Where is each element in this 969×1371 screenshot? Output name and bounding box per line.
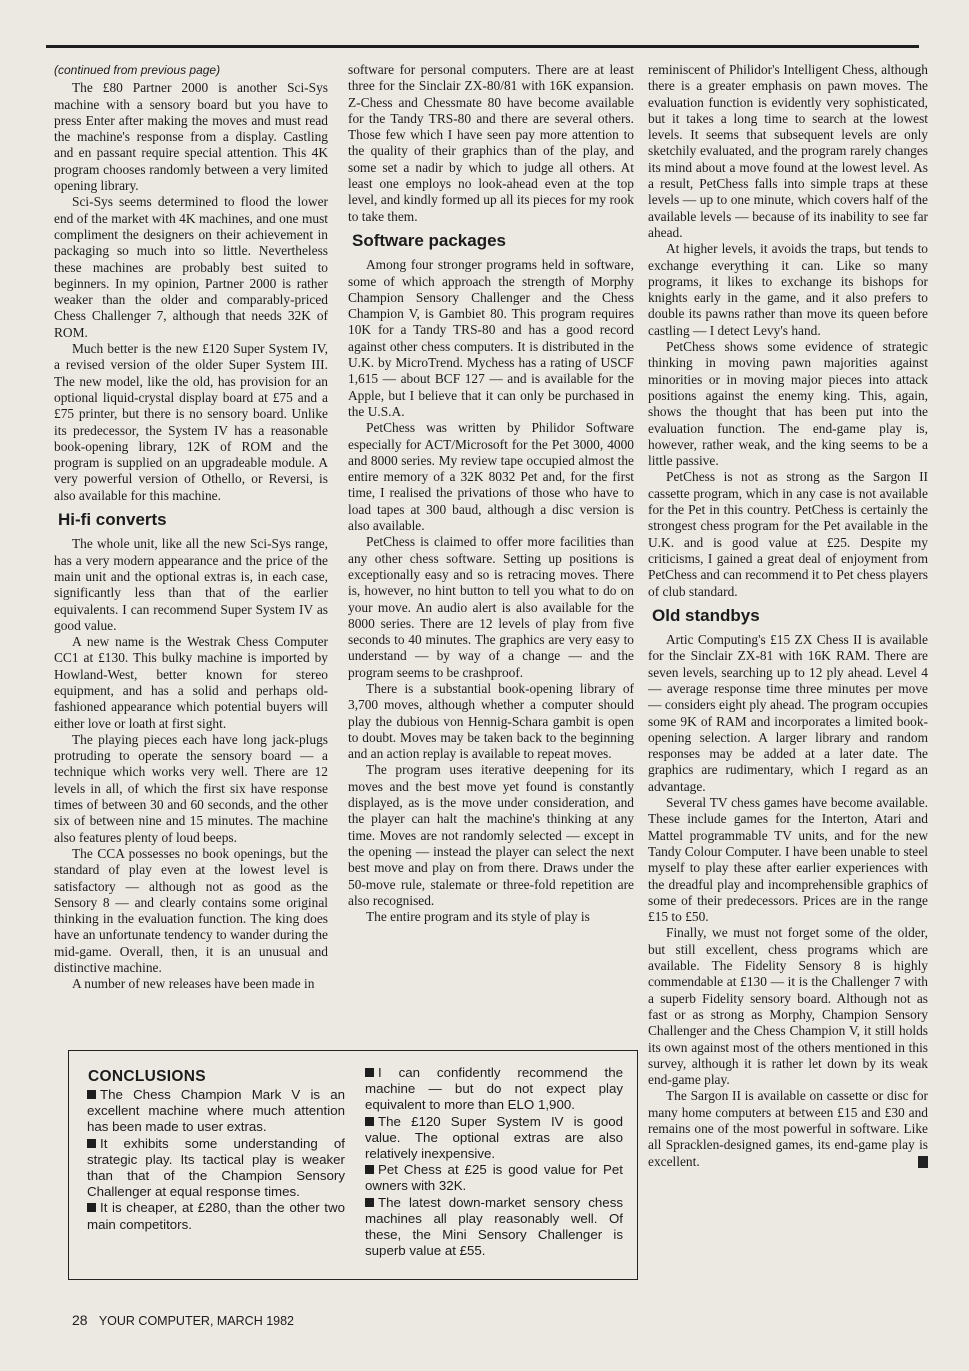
paragraph: A new name is the Westrak Chess Computer CC1 at £130. This bulky machine is imported by Howland-West, better known for stereo equipment, and has a solid and perhaps old-fashioned appearance which potential buyers will either love or loath at first sight. [54, 634, 328, 731]
paragraph: A number of new releases have been made in [72, 976, 315, 992]
conclusions-title: CONCLUSIONS [88, 1068, 206, 1085]
top-rule [46, 45, 919, 48]
continued-note: (continued from previous page) [54, 63, 221, 77]
section-heading-software: Software packages [352, 230, 507, 250]
conclusions-right [365, 1065, 623, 1259]
paragraph-text: The Sargon II is available on cassette or disc for many home computers at between £15 and £30 and remains one of the most powerful in software. Like all Spracklen-designed games, its end-game play is excellent. [648, 1088, 928, 1169]
paragraph: The CCA possesses no book openings, but the standard of play even at the lowest level is satisfactory — although not as good as the Sensory 8 — and clearly contains some original thinking in the evaluation function. The king does have an unfortunate tendency to wander during the mid-game. Overall, then, it is an unusual and distinctive machine. [54, 845, 328, 976]
paragraph: The program uses iterative deepening for its moves and the best move yet found is constantly displayed, as is the move under consideration, and the player can halt the machine's thinking at any time. Moves are not randomly selected — except in the opening — instead the player can select the next best move and play on from there. Draws under the 50-move rule, stalemate or three-fold repetition are also recognised. [348, 762, 634, 908]
bullet-square-icon [365, 1117, 374, 1126]
paragraph: Much better is the new £120 Super System IV, a revised version of the older Super System III. The new model, like the old, has provision for an optional liquid-crystal display board at £75 and a £75 printer, but there is no sensory board. Unlike its predecessor, the System IV has a reasonable book-opening library, 12K of ROM and the program is supplied on an upgradeable module. A very powerful version of Othello, or Reversi, is also available for this machine. [54, 341, 328, 503]
paragraph: Finally, we must not forget some of the older, but still excellent, chess programs which are available. The Fidelity Sensory 8 is highly commendable at £130 — it is the Challenger 7 with a superb Fidelity sensory board. Although not as fast or as strong as Morphy, Champion Sensory Challenger and the Chess Champion V, it still holds its own against most of the others mentioned in this survey, although it is rather let down by its weak end-game play. [648, 925, 928, 1088]
paragraph: reminiscent of Philidor's Intelligent Chess, although there is a greater emphasis on pawn moves. The evaluation function is evidently very sophisticated, but it takes a long time to search at the lowest levels. It seems that subsequent levels are only sketchily evaluated, and the program rarely changes its mind about a move found at the lowest level. As a result, PetChess falls into simple traps at these levels — up to one minute, which covers half of the available levels — because of its inability to see far ahead. [648, 62, 928, 240]
conclusion-text: The Chess Champion Mark V is an excellent machine where much attention has been made to user extras. [87, 1087, 345, 1135]
conclusion-item [87, 1136, 345, 1201]
conclusion-text: Pet Chess at £25 is good value for Pet owners with 32K. [365, 1162, 623, 1194]
end-mark-icon [918, 1156, 928, 1168]
column-2 [348, 62, 634, 925]
bullet-square-icon [365, 1198, 374, 1207]
page-number: 28 [72, 1312, 88, 1328]
section-heading-standbys: Old standbys [652, 605, 760, 625]
column-3 [648, 62, 928, 1170]
paragraph: PetChess is not as strong as the Sargon II cassette program, which in any case is not available for the Pet in this country. PetChess is certainly the strongest chess program for the Pet available in the U.K. and is good value at £25. Despite my criticisms, I gained a great deal of enjoyment from PetChess and can recommend it to Pet chess players of club standard. [648, 469, 928, 599]
paragraph: There is a substantial book-opening library of 3,700 moves, although whether a computer should play the dubious von Hennig-Schara gambit is open to doubt. Moves may be taken back to the beginning and an action replay is available to repeat moves. [348, 680, 634, 762]
conclusion-item [365, 1195, 623, 1260]
paragraph: Among four stronger programs held in software, some of which approach the strength of Morphy Champion Sensory Challenger and the Chess Champion V, is Gambiet 80. This program requires 10K for a Tandy TRS-80 and has a good record against other chess computers. It is distributed in the U.K. by MicroTrend. Mychess has a rating of USCF 1,615 — about BCF 127 — and is available for the Apple, but I believe that it can only be purchased in the U.S.A. [348, 257, 634, 419]
paragraph: The entire program and its style of play is [366, 909, 590, 925]
conclusion-text: I can confidently recommend the machine — but do not expect play equivalent to more than ELO 1,900. [365, 1065, 623, 1113]
conclusion-text: It is cheaper, at £280, than the other two main competitors. [87, 1200, 345, 1232]
paragraph [648, 1088, 928, 1169]
paragraph: PetChess was written by Philidor Software especially for ACT/Microsoft for the Pet 3000, 4000 and 8000 series. My review tape occupied almost the entire memory of a 32K 8032 Pet and, for the first time, I realised the privations of those who have to load tapes at 300 baud, although a disc version is also available. [348, 420, 634, 534]
bullet-square-icon [365, 1165, 374, 1174]
page-footer [72, 1312, 294, 1328]
paragraph: The whole unit, like all the new Sci-Sys range, has a very modern appearance and the price of the main unit and the optional extras is, in each case, significantly less than that of the earlier equivalents. I can recommend Super System IV as good value. [54, 536, 328, 633]
paragraph: Several TV chess games have become available. These include games for the Interton, Atari and Mattel programmable TV units, and for the new Tandy Colour Computer. I have been unable to steel myself to play these after earlier experiences with the dreadful play and incomprehensible graphics of some of their predecessors. Prices are in the range £15 to £50. [648, 795, 928, 925]
conclusion-item [365, 1065, 623, 1114]
conclusion-text: The £120 Super System IV is good value. The optional extras are also relatively inexpensive. [365, 1113, 623, 1162]
paragraph: software for personal computers. There are at least three for the Sinclair ZX-80/81 with 16K expansion. Z-Chess and Chessmate 80 have become available for the Tandy TRS-80 and there are several others. Those few which I have seen pay more attention to the quality of their graphics than of the play, and some set a nadir by which to judge all others. At least one employs no look-ahead even at the top level, and kindly formed up all its pieces for my rook to take them. [348, 62, 634, 224]
paragraph: PetChess shows some evidence of strategic thinking in moving pawn majorities against minorities or in moving major pieces into attack positions against the enemy king. This, again, shows the thought that has been put into the evaluation function. The end-game play is, however, rather weak, and the king seems to be a little passive. [648, 339, 928, 469]
paragraph: The £80 Partner 2000 is another Sci-Sys machine with a sensory board but you have to press Enter after making the moves and must read the machine's response from a display. Castling and en passant require special attention. This 4K program chooses randomly between a very limited opening library. [54, 80, 328, 194]
paragraph: Sci-Sys seems determined to flood the lower end of the market with 4K machines, and one must compliment the designers on their achievement in packaging so much into so little. Nevertheless these machines are probably best suited to beginners. In my opinion, Partner 2000 is rather weaker than the older and comparably-priced Chess Challenger 7, although that needs 32K of ROM. [54, 194, 328, 340]
conclusion-item [365, 1162, 623, 1194]
conclusions-left [87, 1087, 345, 1233]
bullet-square-icon [87, 1139, 96, 1148]
column-1 [54, 62, 328, 993]
bullet-square-icon [87, 1090, 96, 1099]
conclusion-item [87, 1087, 345, 1136]
paragraph: Artic Computing's £15 ZX Chess II is available for the Sinclair ZX-81 with 16K RAM. There are seven levels, searching up to 12 ply ahead. Level 4 — average response time three minutes per move — considers eight ply ahead. The program occupies some 9K of RAM and incorporates a limited book-opening selection. A larger library and random responses may be added at a later date. The graphics are rudimentary, which I regard as an advantage. [648, 632, 928, 794]
conclusion-item [87, 1200, 345, 1232]
paragraph: PetChess is claimed to offer more facilities than any other chess software. Setting up positions is exceptionally easy and so is retracing moves. There is, however, no hint button to tell you what to do on your move. An audio alert is also available for the 8000 series. There are 12 levels of play from five seconds to 40 minutes. The graphics are very easy to understand — by way of a change — and the program seems to be crashproof. [348, 534, 634, 680]
publication-name: YOUR COMPUTER, MARCH 1982 [98, 1314, 295, 1328]
bullet-square-icon [87, 1203, 96, 1212]
paragraph: At higher levels, it avoids the traps, but tends to exchange everything it can. Like so many programs, it likes to exchange its bishops for knights early in the game, and it also prefers to double its pawns rather than move its queen before castling — I detect Levy's hand. [648, 241, 928, 338]
conclusions-box [68, 1050, 638, 1280]
conclusion-item [365, 1114, 623, 1163]
section-heading-hifi: Hi-fi converts [58, 510, 167, 530]
conclusion-text: It exhibits some understanding of strategic play. Its tactical play is weaker than that of the Champion Sensory Challenger at equal response times. [87, 1135, 345, 1200]
bullet-square-icon [365, 1068, 374, 1077]
conclusion-text: The latest down-market sensory chess machines all play reasonably well. Of these, the Mini Sensory Challenger is superb value at £55. [365, 1194, 623, 1259]
paragraph: The playing pieces each have long jack-plugs protruding to operate the sensory board — a technique which works very well. There are 12 levels in all, of which the first six have response times of between 30 and 60 seconds, and the other six of between nine and 15 minutes. The machine also features plenty of loud beeps. [54, 731, 328, 845]
